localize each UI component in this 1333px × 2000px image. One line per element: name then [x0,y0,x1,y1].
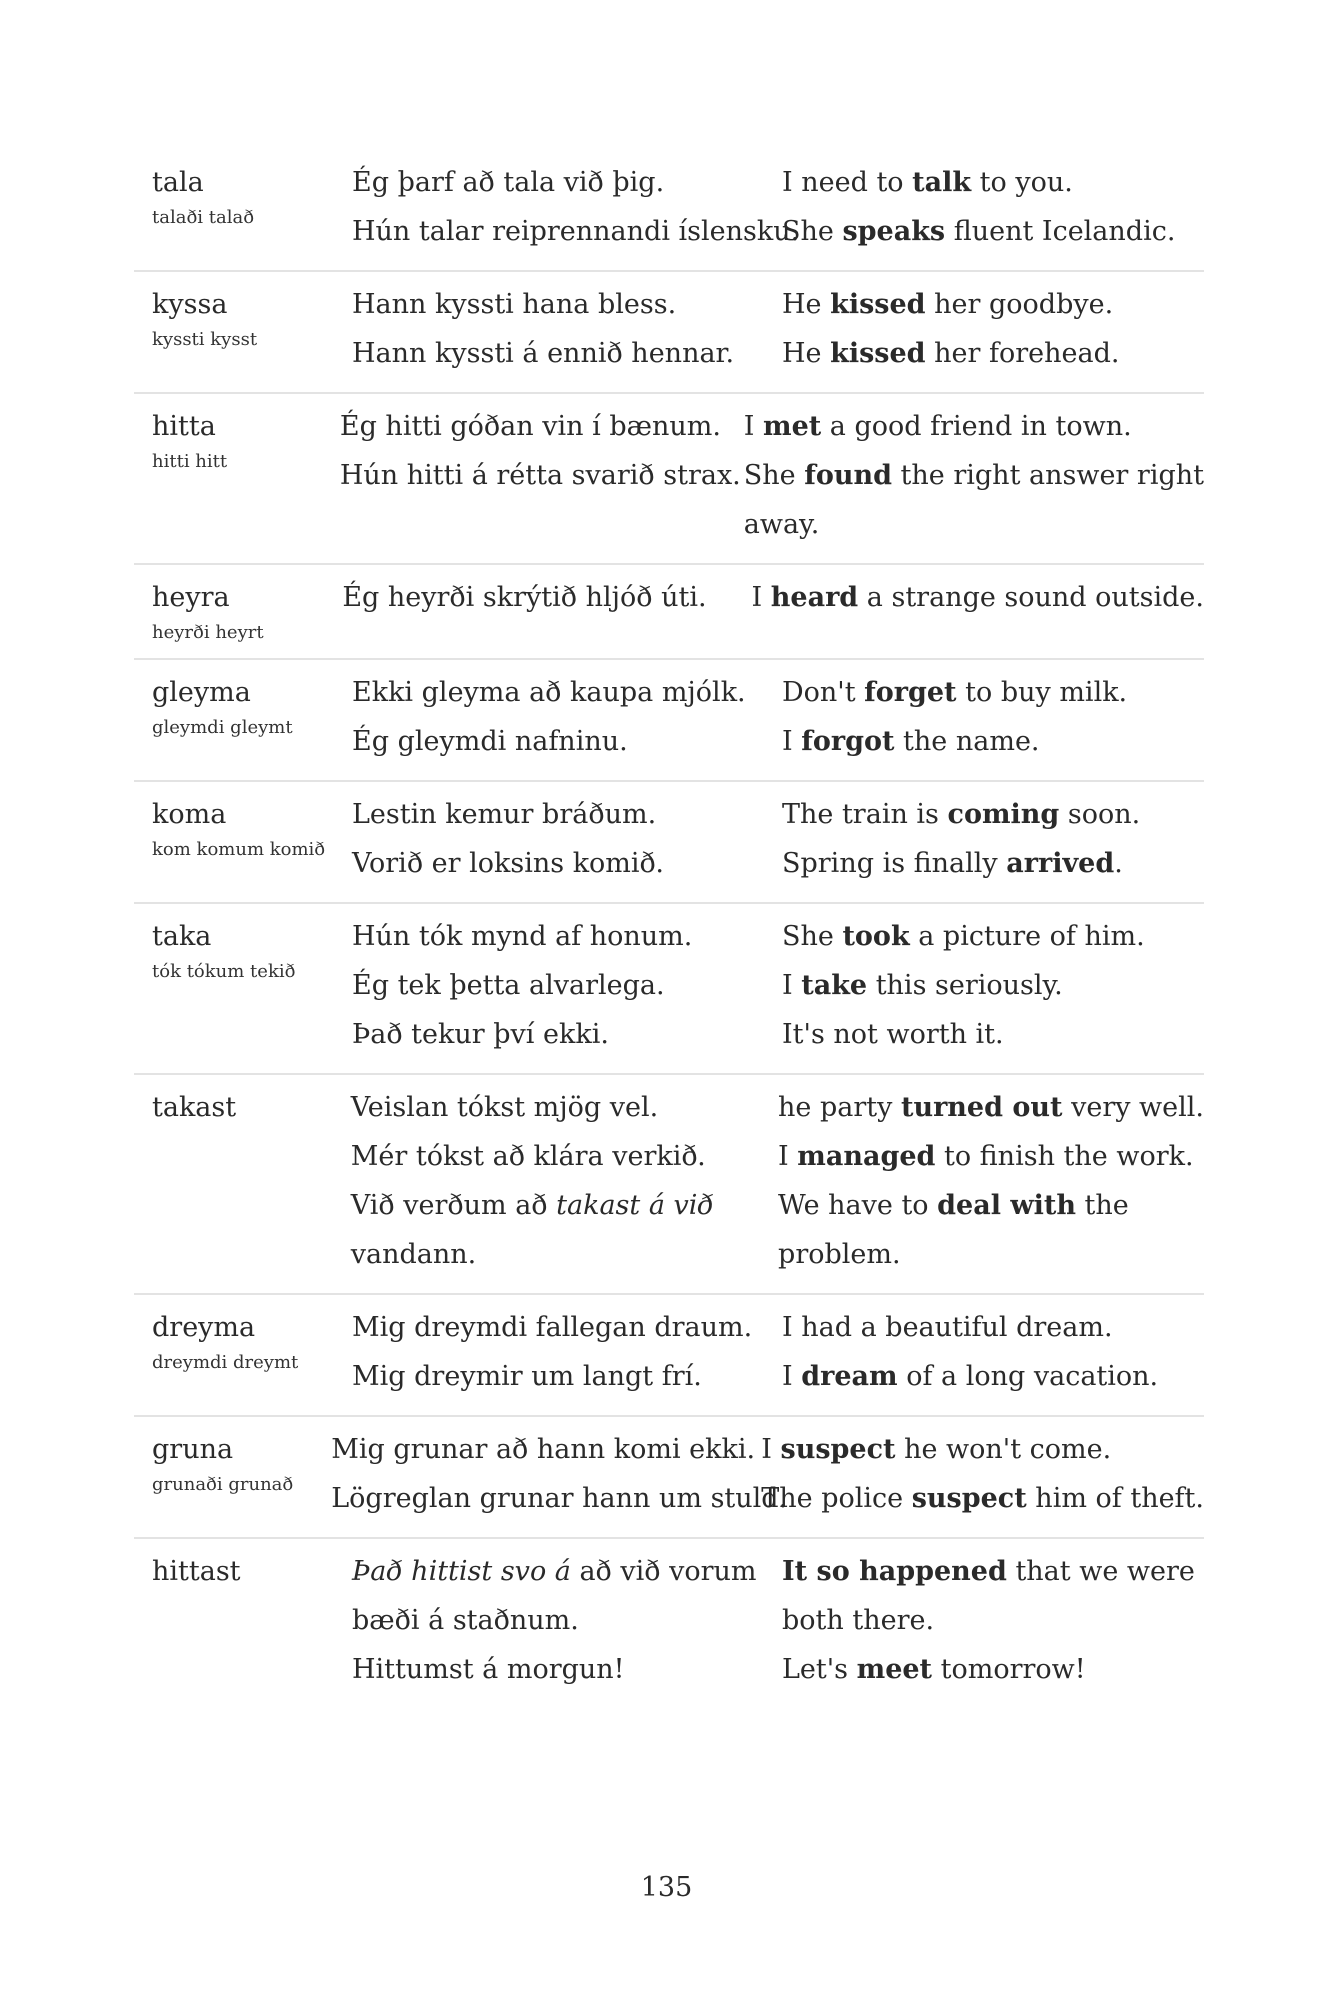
example-line [782,668,1204,717]
headword-cell [134,1303,352,1401]
headword: heyra [152,582,230,613]
text-segment: Við verðum að [350,1190,557,1221]
bold-segment: speaks [842,216,946,247]
text-segment: fluent Icelandic. [945,216,1176,247]
headword-cell [134,668,352,766]
text-segment: She [743,460,805,491]
example-line [352,717,782,766]
example-line [340,402,744,451]
bold-segment: took [842,921,910,952]
headword-cell [134,912,352,1059]
icelandic-examples [352,1547,782,1694]
text-segment: Vorið er loksins komið. [352,848,664,879]
text-segment: I [782,970,802,1001]
text-segment: Ég heyrði skrýtið hljóð úti. [342,582,707,613]
verb-forms: dreymdi dreymt [152,1352,299,1373]
example-line [782,1547,1204,1596]
text-segment: of a long vacation. [897,1361,1159,1392]
headword-cell [134,573,342,644]
example-line [351,1181,778,1230]
example-line [782,839,1204,888]
headword: hitta [152,411,216,442]
example-line [761,1474,1204,1523]
icelandic-examples [352,280,782,378]
text-segment: the right answer right [891,460,1204,491]
english-translations [761,1425,1204,1523]
example-line [352,1547,782,1596]
example-line [352,1303,782,1352]
english-translations [782,1547,1204,1694]
entry-row [134,660,1204,782]
text-segment: Lestin kemur bráðum. [352,799,657,830]
english-translations [782,1303,1204,1401]
verb-forms: heyrði heyrt [152,622,264,643]
text-segment: I need to [782,167,913,198]
text-segment: I [743,411,763,442]
text-segment: soon. [1059,799,1141,830]
text-segment: very well. [1062,1092,1204,1123]
icelandic-examples [340,402,744,549]
entry-row [134,904,1204,1075]
english-translations [744,402,1204,549]
headword-cell [134,790,352,888]
bold-segment: managed [797,1141,936,1172]
text-segment: to buy milk. [956,677,1128,708]
verb-forms: grunaði grunað [152,1474,294,1495]
text-segment: Hann kyssti hana bless. [352,289,677,320]
entry-row [134,782,1204,904]
text-segment: a strange sound outside. [858,582,1204,613]
verb-forms: hitti hitt [152,451,228,472]
example-line [340,451,744,500]
text-segment: Hann kyssti á ennið hennar. [352,338,735,369]
example-line [352,207,800,256]
english-translations [782,280,1204,378]
text-segment: Ég þarf að tala við þig. [352,167,665,198]
verb-forms: tók tókum tekið [152,961,296,982]
text-segment: this seriously. [867,970,1063,1001]
text-segment: Ég tek þetta alvarlega. [352,970,665,1001]
bold-segment: heard [770,582,859,613]
text-segment: We have to [778,1190,938,1221]
example-line [352,1596,782,1645]
bold-segment: arrived [1006,848,1115,879]
bold-segment: suspect [911,1483,1027,1514]
text-segment: that we were [1006,1556,1195,1587]
example-line [352,1352,782,1401]
text-segment: a good friend in town. [821,411,1132,442]
example-line [351,1132,778,1181]
entry-row [134,150,1204,272]
example-line [352,1645,782,1694]
text-segment: Ekki gleyma að kaupa mjólk. [352,677,746,708]
text-segment: he won't come. [895,1434,1112,1465]
text-segment: away. [743,509,820,540]
example-line [761,1425,1204,1474]
headword-cell [134,158,352,256]
italic-segment: takast á við [556,1190,714,1221]
text-segment: vandann. [350,1239,477,1270]
example-line [782,961,1204,1010]
headword-cell [134,280,352,378]
english-translations [782,790,1204,888]
example-line [782,158,1204,207]
text-segment: I [761,1434,781,1465]
text-segment: He [782,289,831,320]
headword: gleyma [152,677,251,708]
example-line [352,668,782,717]
icelandic-examples [342,573,751,644]
bold-segment: forgot [801,726,895,757]
example-line [331,1474,788,1523]
text-segment: I [782,1361,802,1392]
bold-segment: kissed [830,338,926,369]
text-segment: to you. [971,167,1073,198]
headword: taka [152,921,212,952]
text-segment: She [782,216,843,247]
text-segment: both there. [782,1605,935,1636]
bold-segment: talk [912,167,972,198]
verb-forms: kyssti kysst [152,329,258,350]
example-line [782,717,1204,766]
text-segment: The train is [782,799,948,830]
english-translations [782,912,1204,1059]
text-segment: I [782,726,802,757]
bold-segment: met [763,411,822,442]
text-segment: Mig dreymdi fallegan draum. [352,1312,753,1343]
bold-segment: dream [801,1361,898,1392]
entry-row [134,1075,1204,1295]
english-translations [752,573,1204,644]
example-line [352,912,782,961]
example-line [342,573,751,622]
text-segment: her forehead. [925,338,1120,369]
text-segment: Spring is finally [782,848,1007,879]
text-segment: her goodbye. [925,289,1114,320]
text-segment: tomorrow! [932,1654,1086,1685]
text-segment: the [1075,1190,1129,1221]
example-line [352,839,782,888]
example-line [352,961,782,1010]
headword-cell [134,1547,352,1694]
entry-row [134,1539,1204,1708]
text-segment: Ég hitti góðan vin í bænum. [339,411,721,442]
example-line [782,790,1204,839]
example-line [778,1230,1204,1279]
page-number: 135 [640,1872,693,1903]
headword-cell [134,1425,331,1523]
example-line [778,1132,1204,1181]
example-line [782,1303,1204,1352]
text-segment: I had a beautiful dream. [782,1312,1113,1343]
english-translations [782,668,1204,766]
example-line [352,158,782,207]
headword: takast [152,1092,237,1123]
text-segment: the name. [894,726,1040,757]
example-line [352,280,782,329]
example-line [782,1645,1204,1694]
entry-row [134,1295,1204,1417]
icelandic-examples [352,790,782,888]
text-segment: Mig dreymir um langt frí. [352,1361,702,1392]
example-line [744,451,1204,500]
example-line [744,500,1204,549]
text-segment: . [1114,848,1123,879]
text-segment: The police [761,1483,912,1514]
text-segment: I [778,1141,798,1172]
text-segment: It's not worth it. [782,1019,1004,1050]
text-segment: Hún tók mynd af honum. [352,921,693,952]
icelandic-examples [352,668,782,766]
example-line [352,790,782,839]
text-segment: að við vorum [570,1556,757,1587]
entry-row [134,394,1204,565]
headword: gruna [152,1434,234,1465]
text-segment: Það tekur því ekki. [352,1019,609,1050]
text-segment: to finish the work. [935,1141,1194,1172]
text-segment: Let's [782,1654,857,1685]
text-segment: Don't [782,677,865,708]
text-segment: Lögreglan grunar hann um stuld. [331,1483,788,1514]
text-segment: him of theft. [1026,1483,1204,1514]
example-line [352,1010,782,1059]
text-segment: Hún talar reiprennandi íslensku. [352,216,800,247]
vocabulary-table [134,150,1204,1708]
example-line [778,1181,1204,1230]
example-line [351,1230,778,1279]
text-segment: Hittumst á morgun! [352,1654,625,1685]
text-segment: Ég gleymdi nafninu. [352,726,628,757]
bold-segment: meet [856,1654,933,1685]
text-segment: She [782,921,843,952]
bold-segment: found [804,460,892,491]
bold-segment: suspect [780,1434,896,1465]
entry-row [134,272,1204,394]
example-line [782,207,1204,256]
english-translations [782,158,1204,256]
text-segment: Hún hitti á rétta svarið strax. [339,460,741,491]
example-line [782,912,1204,961]
icelandic-examples [351,1083,778,1279]
bold-segment: coming [947,799,1060,830]
headword: koma [152,799,227,830]
example-line [352,329,782,378]
headword: kyssa [152,289,228,320]
bold-segment: turned out [900,1092,1063,1123]
english-translations [778,1083,1204,1279]
example-line [782,280,1204,329]
text-segment: problem. [778,1239,901,1270]
headword-cell [134,402,340,549]
bold-segment: It so happened [782,1556,1007,1587]
text-segment: Veislan tókst mjög vel. [350,1092,659,1123]
entry-row [134,1417,1204,1539]
example-line [744,402,1204,451]
bold-segment: deal with [937,1190,1076,1221]
icelandic-examples [352,158,800,256]
text-segment: Mér tókst að klára verkið. [350,1141,706,1172]
headword-cell [134,1083,351,1279]
text-segment: Mig grunar að hann komi ekki. [331,1434,756,1465]
text-segment: He [782,338,831,369]
example-line [752,573,1204,622]
icelandic-examples [352,912,782,1059]
verb-forms: kom komum komið [152,839,326,860]
headword: tala [152,167,204,198]
entry-row [134,565,1204,660]
bold-segment: take [801,970,868,1001]
verb-forms: talaði talað [152,207,255,228]
text-segment: bæði á staðnum. [352,1605,579,1636]
bold-segment: kissed [830,289,926,320]
bold-segment: forget [864,677,957,708]
italic-segment: Það hittist svo á [352,1556,571,1587]
example-line [782,1010,1204,1059]
text-segment: a picture of him. [909,921,1145,952]
text-segment: he party [778,1092,901,1123]
example-line [782,1596,1204,1645]
icelandic-examples [331,1425,788,1523]
headword: dreyma [152,1312,256,1343]
example-line [782,1352,1204,1401]
icelandic-examples [352,1303,782,1401]
example-line [782,329,1204,378]
text-segment: I [751,582,771,613]
headword: hittast [152,1556,241,1587]
example-line [778,1083,1204,1132]
example-line [331,1425,761,1474]
verb-forms: gleymdi gleymt [152,717,293,738]
example-line [351,1083,778,1132]
